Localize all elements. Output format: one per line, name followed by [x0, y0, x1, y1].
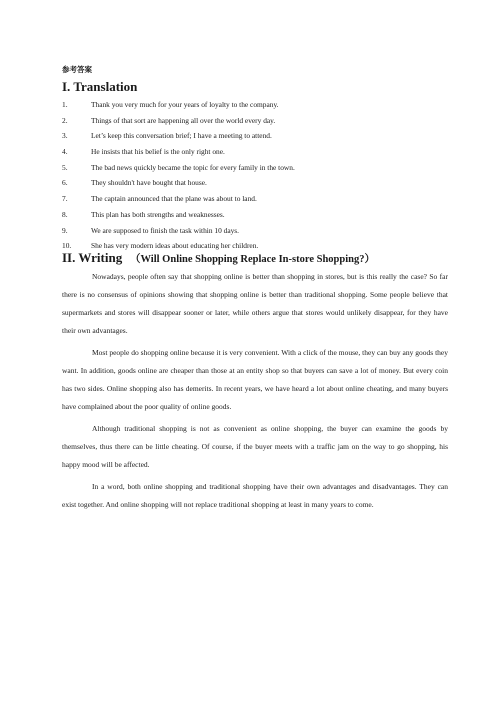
essay-paragraph: Nowadays, people often say that shopping online is better than shopping in stores, but is this really the case? So far there is no consensus of opinions showing that shopping online is better than traditional shopping. Some people believe that supermarkets and stores will disappear sooner or later, while others argue that stores would unlikely disappear, for they have their own advantages. [62, 272, 448, 335]
essay-title: （Will Online Shopping Replace In-store Shopping?） [130, 254, 375, 265]
essay-paragraph: In a word, both online shopping and traditional shopping have their own advantages and disadvantages. They can exist together. And online shopping will not replace traditional shopping at least in many years to come. [62, 482, 448, 509]
essay-paragraph: Although traditional shopping is not as convenient as online shopping, the buyer can examine the goods by themselves, thus there can be little cheating. Of course, if the buyer meets with a traffic jam on the way to go shopping, his happy mood will be affected. [62, 424, 448, 469]
list-item [62, 175, 448, 191]
list-item [62, 128, 448, 144]
list-item [62, 207, 448, 223]
item-number: 8. [62, 209, 68, 219]
item-text: The captain announced that the plane was about to land. [91, 194, 257, 204]
item-text: This plan has both strengths and weaknesses. [91, 209, 225, 219]
item-number: 7. [62, 194, 68, 204]
item-number: 9. [62, 225, 68, 235]
list-item [62, 97, 448, 113]
translation-heading: I. Translation [62, 79, 138, 94]
item-text: She has very modern ideas about educating her children. [91, 241, 259, 251]
list-item [62, 191, 448, 207]
item-number: 5. [62, 162, 68, 172]
item-text: He insists that his belief is the only right one. [91, 147, 225, 157]
item-number: 4. [62, 147, 68, 157]
item-text: Things of that sort are happening all over the world every day. [91, 115, 276, 125]
item-number: 10. [62, 241, 72, 251]
list-item [62, 113, 448, 129]
item-text: Let’s keep this conversation brief; I have a meeting to attend. [91, 131, 272, 141]
item-text: Thank you very much for your years of loyalty to the company. [91, 100, 279, 109]
item-number: 6. [62, 178, 68, 188]
answer-key-label: 参考答案 [62, 65, 92, 74]
item-text: They shouldn't have bought that house. [91, 178, 207, 188]
list-item [62, 144, 448, 160]
essay-paragraph: Most people do shopping online because it is very convenient. With a click of the mouse, they can buy any goods they want. In addition, goods online are cheaper than those at an entity shop so that buyers can save a lot of money. But every coin has two sides. Online shopping also has demerits. In recent years, we have heard a lot about online cheating, and many buyers have complained about the poor quality of online goods. [62, 348, 448, 411]
translation-list [62, 97, 448, 254]
list-item [62, 160, 448, 176]
item-number: 3. [62, 131, 68, 141]
item-text: We are supposed to finish the task within 10 days. [91, 225, 240, 235]
item-number: 2. [62, 115, 68, 125]
list-item [62, 223, 448, 239]
item-text: The bad news quickly became the topic for every family in the town. [91, 162, 295, 172]
item-number: 1. [62, 100, 68, 109]
essay-body [62, 268, 448, 518]
writing-heading: II. Writing [62, 250, 123, 265]
